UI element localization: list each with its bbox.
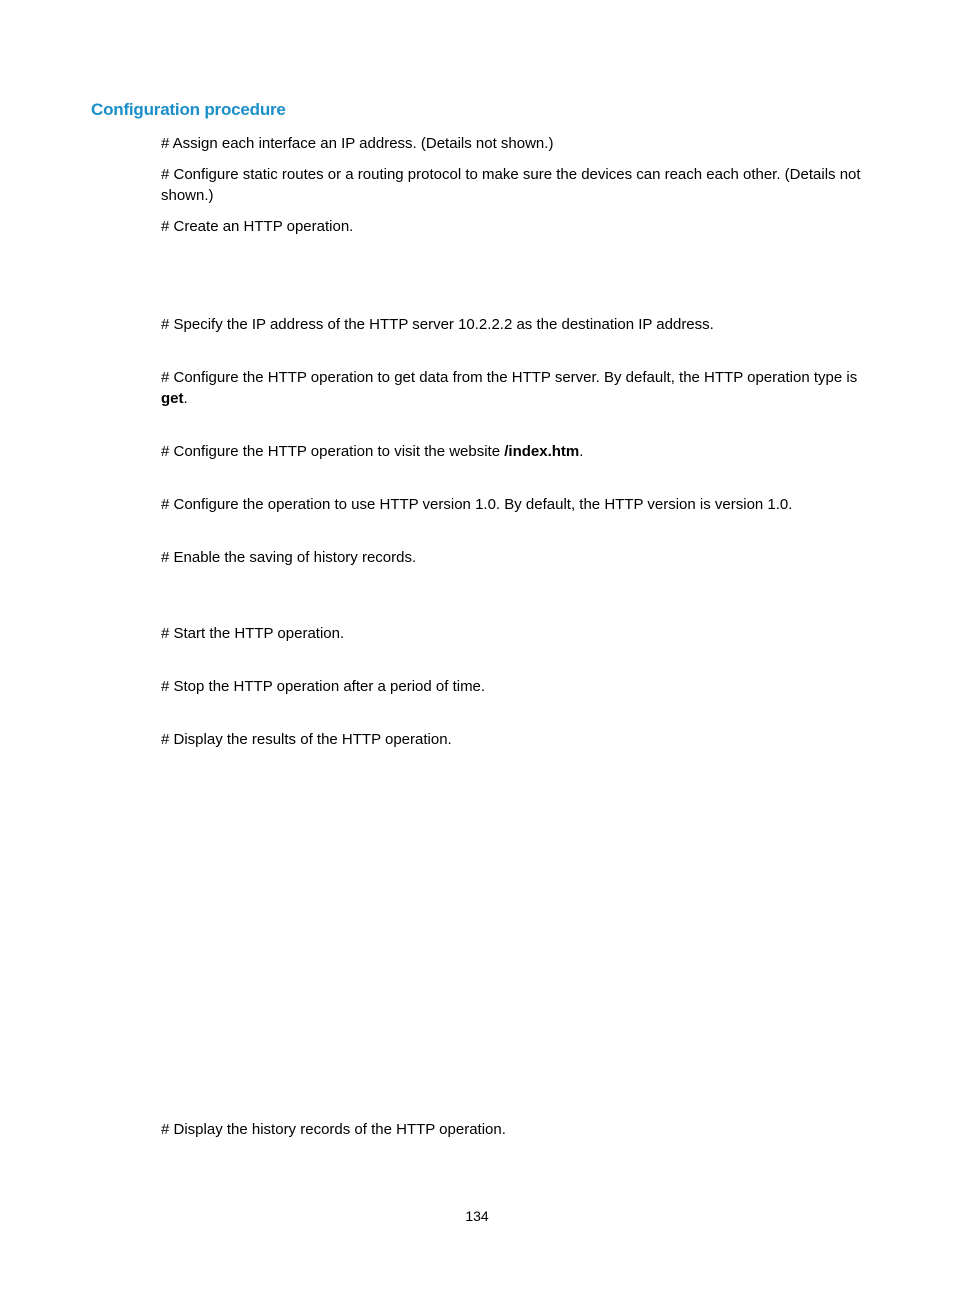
step-enable-history: # Enable the saving of history records. [161, 549, 417, 566]
step-visit-site [161, 441, 866, 462]
step-create-operation: # Create an HTTP operation. [161, 218, 354, 235]
step-stop-operation: # Stop the HTTP operation after a period of time. [161, 678, 486, 695]
step-assign-ip: # Assign each interface an IP address. (Details not shown.) [161, 135, 554, 152]
step-visit-site-end: . [579, 443, 584, 460]
step-http-version: # Configure the operation to use HTTP version 1.0. By default, the HTTP version is version 1.0. [161, 496, 793, 513]
step-visit-site-text: # Configure the HTTP operation to visit the website [161, 443, 505, 460]
step-visit-site-keyword: /index.htm [504, 443, 580, 460]
section-heading: Configuration procedure [91, 100, 286, 119]
step-static-routes: # Configure static routes or a routing protocol to make sure the devices can reach each other. (Details not shown.) [161, 166, 861, 204]
step-display-results: # Display the results of the HTTP operation. [161, 731, 452, 748]
step-get-data-keyword: get [161, 390, 184, 407]
page-number: 134 [465, 1208, 489, 1224]
step-get-data-text: # Configure the HTTP operation to get data from the HTTP server. By default, the HTTP operation type is [161, 369, 858, 386]
step-get-data [161, 367, 866, 409]
step-display-history: # Display the history records of the HTTP operation. [161, 1121, 506, 1138]
step-get-data-end: . [183, 390, 188, 407]
step-start-operation: # Start the HTTP operation. [161, 625, 345, 642]
step-specify-ip: # Specify the IP address of the HTTP server 10.2.2.2 as the destination IP address. [161, 316, 714, 333]
